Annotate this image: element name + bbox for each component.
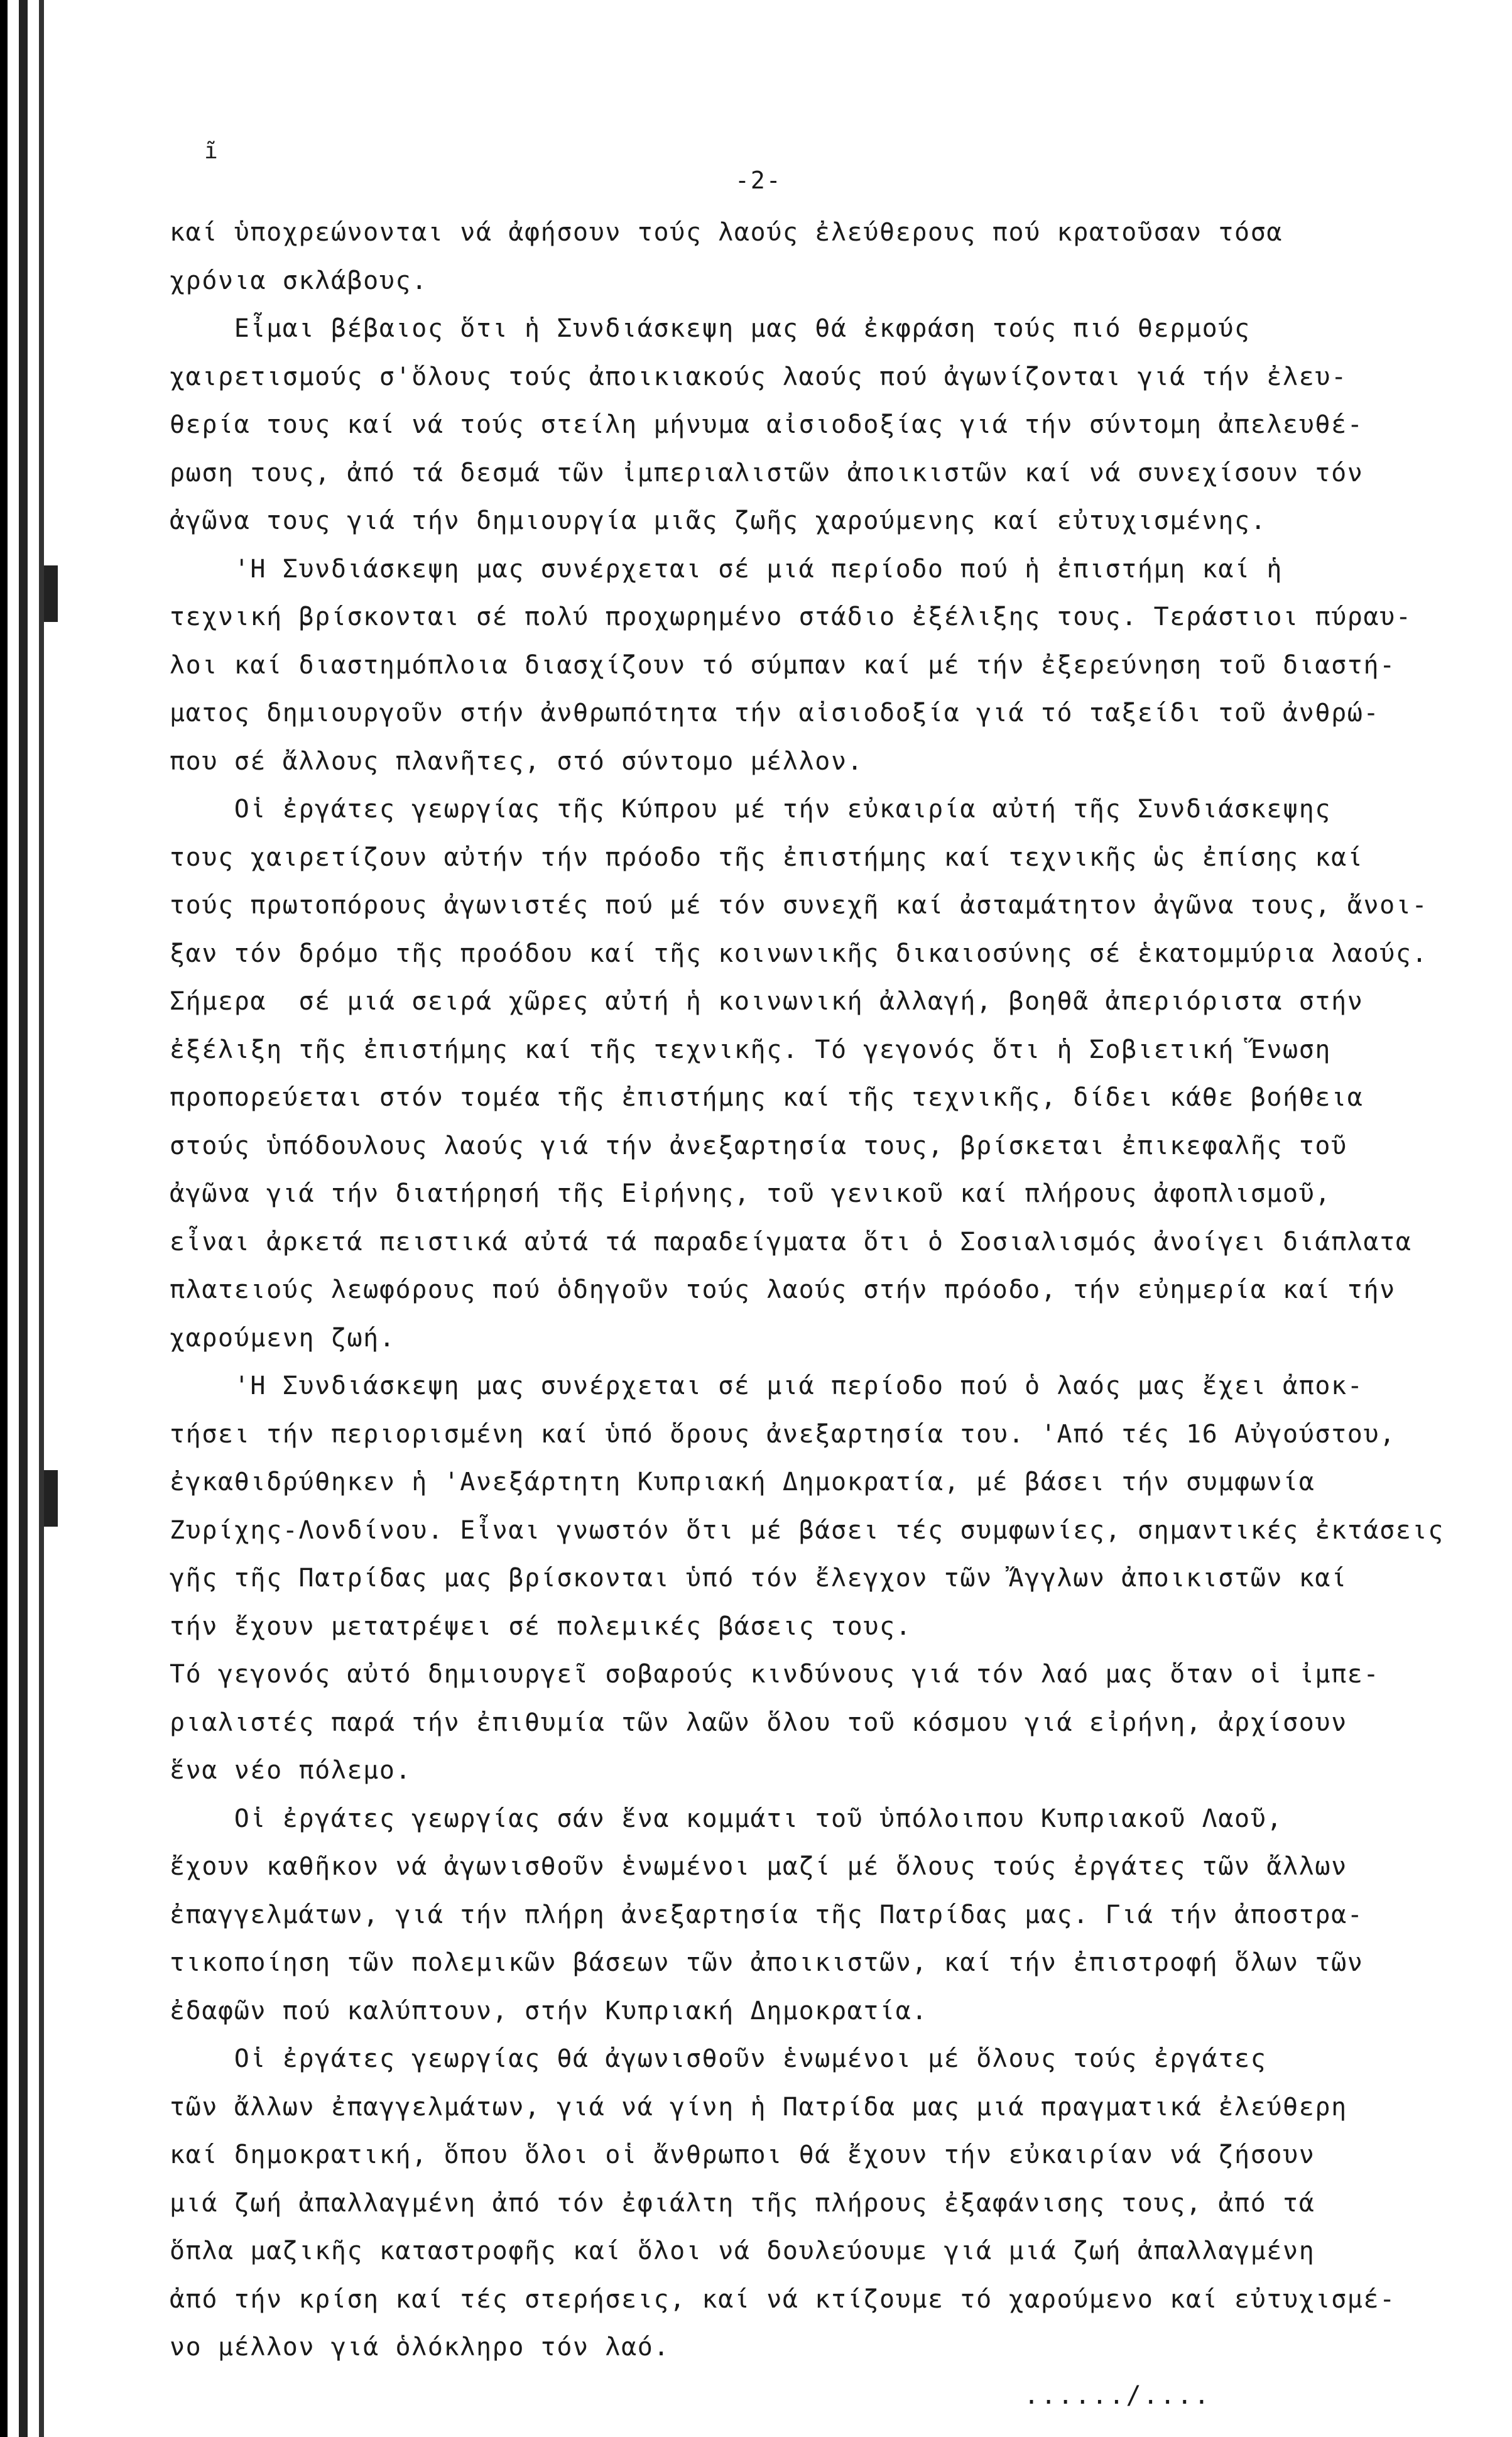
text-line: ἀπό τήν κρίση καί τές στερήσεις, καί νά κτίζουμε τό χαρούμενο καί εὐτυχισμέ- <box>170 2284 1396 2314</box>
text-line: τήν ἔχουν μετατρέψει σέ πολεμικές βάσεις τους. <box>170 1611 912 1641</box>
text-line: ἐδαφῶν πού καλύπτουν, στήν Κυπριακή Δημοκρατία. <box>170 1996 928 2025</box>
text-line: χαιρετισμούς σ'ὅλους τούς ἀποικιακούς λαούς πού ἀγωνίζονται γιά τήν ἐλευ- <box>170 362 1347 391</box>
text-line: καί ὑποχρεώνονται νά ἀφήσουν τούς λαούς ἐλεύθερους πού κρατοῦσαν τόσα <box>170 218 1283 247</box>
text-line: που σέ ἄλλους πλανῆτες, στό σύντομο μέλλον. <box>170 746 864 776</box>
text-line: καί δημοκρατική, ὅπου ὅλοι οἱ ἄνθρωποι θά ἔχουν τήν εὐκαιρίαν νά ζήσουν <box>170 2140 1315 2169</box>
text-line: Εἶμαι βέβαιος ὅτι ἡ Συνδιάσκεψη μας θά ἐκφράση τούς πιό θερμούς <box>170 314 1251 343</box>
text-line: Οἱ ἐργάτες γεωργίας θά ἀγωνισθοῦν ἑνωμένοι μέ ὅλους τούς ἐργάτες <box>170 2044 1267 2073</box>
text-line: ἐπαγγελμάτων, γιά τήν πλήρη ἀνεξαρτησία τῆς Πατρίδας μας. Γιά τήν ἀποστρα- <box>170 1900 1364 1929</box>
text-line: 'Η Συνδιάσκεψη μας συνέρχεται σέ μιά περίοδο πού ἡ ἐπιστήμη καί ἡ <box>170 554 1283 584</box>
text-line: εἶναι ἀρκετά πειστικά αὐτά τά παραδείγματα ὅτι ὁ Σοσιαλισμός ἀνοίγει διάπλατα <box>170 1227 1412 1257</box>
text-line: τεχνική βρίσκονται σέ πολύ προχωρημένο στάδιο ἐξέλιξης τους. Τεράστιοι πύραυ- <box>170 602 1412 631</box>
corner-mark: ĩ <box>204 138 218 164</box>
text-line: ἀγῶνα γιά τήν διατήρησή τῆς Εἰρήνης, τοῦ γενικοῦ καί πλήρους ἀφοπλισμοῦ, <box>170 1179 1332 1208</box>
text-line: προπορεύεται στόν τομέα τῆς ἐπιστήμης καί τῆς τεχνικῆς, δίδει κάθε βοήθεια <box>170 1083 1364 1112</box>
binding-edge <box>0 0 60 2437</box>
text-line: ἀγῶνα τους γιά τήν δημιουργία μιᾶς ζωῆς χαρούμενης καί εὐτυχισμένης. <box>170 506 1267 535</box>
text-line: πλατειούς λεωφόρους πού ὁδηγοῦν τούς λαούς στήν πρόοδο, τήν εὐημερία καί τήν <box>170 1275 1396 1304</box>
text-line: ἕνα νέο πόλεμο. <box>170 1756 412 1785</box>
text-line: ξαν τόν δρόμο τῆς προόδου καί τῆς κοινωνικῆς δικαιοσύνης σέ ἑκατομμύρια λαούς. <box>170 939 1428 968</box>
text-line: Οἱ ἐργάτες γεωργίας σάν ἕνα κομμάτι τοῦ ὑπόλοιπου Κυπριακοῦ Λαοῦ, <box>170 1804 1283 1833</box>
text-line: ὅπλα μαζικῆς καταστροφῆς καί ὅλοι νά δουλεύουμε γιά μιά ζωή ἀπαλλαγμένη <box>170 2237 1315 2265</box>
page-number: -2- <box>735 166 782 194</box>
text-line: ριαλιστές παρά τήν ἐπιθυμία τῶν λαῶν ὅλου τοῦ κόσμου γιά εἰρήνη, ἀρχίσουν <box>170 1708 1347 1737</box>
text-line: νο μέλλον γιά ὁλόκληρο τόν λαό. <box>170 2333 670 2362</box>
text-line: στούς ὑπόδουλους λαούς γιά τήν ἀνεξαρτησία τους, βρίσκεται ἐπικεφαλῆς τοῦ <box>170 1131 1347 1160</box>
continuation-mark: ....../.... <box>1024 2381 1211 2410</box>
text-line: τικοποίηση τῶν πολεμικῶν βάσεων τῶν ἀποικιστῶν, καί τήν ἐπιστροφή ὅλων τῶν <box>170 1948 1364 1977</box>
text-line: χαρούμενη ζωή. <box>170 1323 396 1353</box>
text-line: τους χαιρετίζουν αὐτήν τήν πρόοδο τῆς ἐπιστήμης καί τεχνικῆς ὡς ἐπίσης καί <box>170 842 1364 872</box>
text-line: ἔχουν καθῆκον νά ἀγωνισθοῦν ἑνωμένοι μαζί μέ ὅλους τούς ἐργάτες τῶν ἄλλων <box>170 1852 1347 1881</box>
text-line: ἐξέλιξη τῆς ἐπιστήμης καί τῆς τεχνικῆς. Τό γεγονός ὅτι ἡ Σοβιετική Ἕνωση <box>170 1035 1332 1064</box>
binding-mark <box>44 1470 58 1527</box>
text-line: χρόνια σκλάβους. <box>170 266 428 295</box>
text-line: μιά ζωή ἀπαλλαγμένη ἀπό τόν ἐφιάλτη τῆς πλήρους ἐξαφάνισης τους, ἀπό τά <box>170 2188 1315 2218</box>
text-line: λοι καί διαστημόπλοια διασχίζουν τό σύμπαν καί μέ τήν ἐξερεύνηση τοῦ διαστή- <box>170 650 1396 680</box>
text-line: Ζυρίχης-Λονδίνου. Εἶναι γνωστόν ὅτι μέ βάσει τές συμφωνίες, σημαντικές ἐκτάσεις <box>170 1515 1444 1545</box>
text-line: γῆς τῆς Πατρίδας μας βρίσκονται ὑπό τόν ἔλεγχον τῶν Ἄγγλων ἀποικιστῶν καί <box>170 1564 1347 1593</box>
text-line: τούς πρωτοπόρους ἀγωνιστές πού μέ τόν συνεχῆ καί ἀσταμάτητον ἀγῶνα τους, ἄνοι- <box>170 891 1428 920</box>
text-line: Σήμερα σέ μιά σειρά χῶρες αὐτή ἡ κοινωνική ἀλλαγή, βοηθᾶ ἀπεριόριστα στήν <box>170 987 1364 1016</box>
text-line: τῶν ἄλλων ἐπαγγελμάτων, γιά νά γίνη ἡ Πατρίδα μας μιά πραγματικά ἐλεύθερη <box>170 2092 1347 2122</box>
text-line: τήσει τήν περιορισμένη καί ὑπό ὅρους ἀνεξαρτησία του. 'Από τές 16 Αὐγούστου, <box>170 1419 1396 1449</box>
binding-mark <box>44 565 58 622</box>
text-line: ματος δημιουργοῦν στήν ἀνθρωπότητα τήν αἰσιοδοξία γιά τό ταξείδι τοῦ ἀνθρώ- <box>170 699 1380 728</box>
text-line: ἐγκαθιδρύθηκεν ἡ 'Ανεξάρτητη Κυπριακή Δημοκρατία, μέ βάσει τήν συμφωνία <box>170 1468 1315 1497</box>
text-line: θερία τους καί νά τούς στείλη μήνυμα αἰσιοδοξίας γιά τήν σύντομη ἀπελευθέ- <box>170 410 1364 439</box>
text-line: Τό γεγονός αὐτό δημιουργεῖ σοβαρούς κινδύνους γιά τόν λαό μας ὅταν οἱ ἰμπε- <box>170 1660 1380 1689</box>
text-line: 'Η Συνδιάσκεψη μας συνέρχεται σέ μιά περίοδο πού ὁ λαός μας ἔχει ἀποκ- <box>170 1371 1364 1400</box>
text-line: ρωση τους, ἀπό τά δεσμά τῶν ἰμπεριαλιστῶν ἀποικιστῶν καί νά συνεχίσουν τόν <box>170 458 1364 488</box>
text-line: Οἱ ἐργάτες γεωργίας τῆς Κύπρου μέ τήν εὐκαιρία αὐτή τῆς Συνδιάσκεψης <box>170 795 1332 824</box>
